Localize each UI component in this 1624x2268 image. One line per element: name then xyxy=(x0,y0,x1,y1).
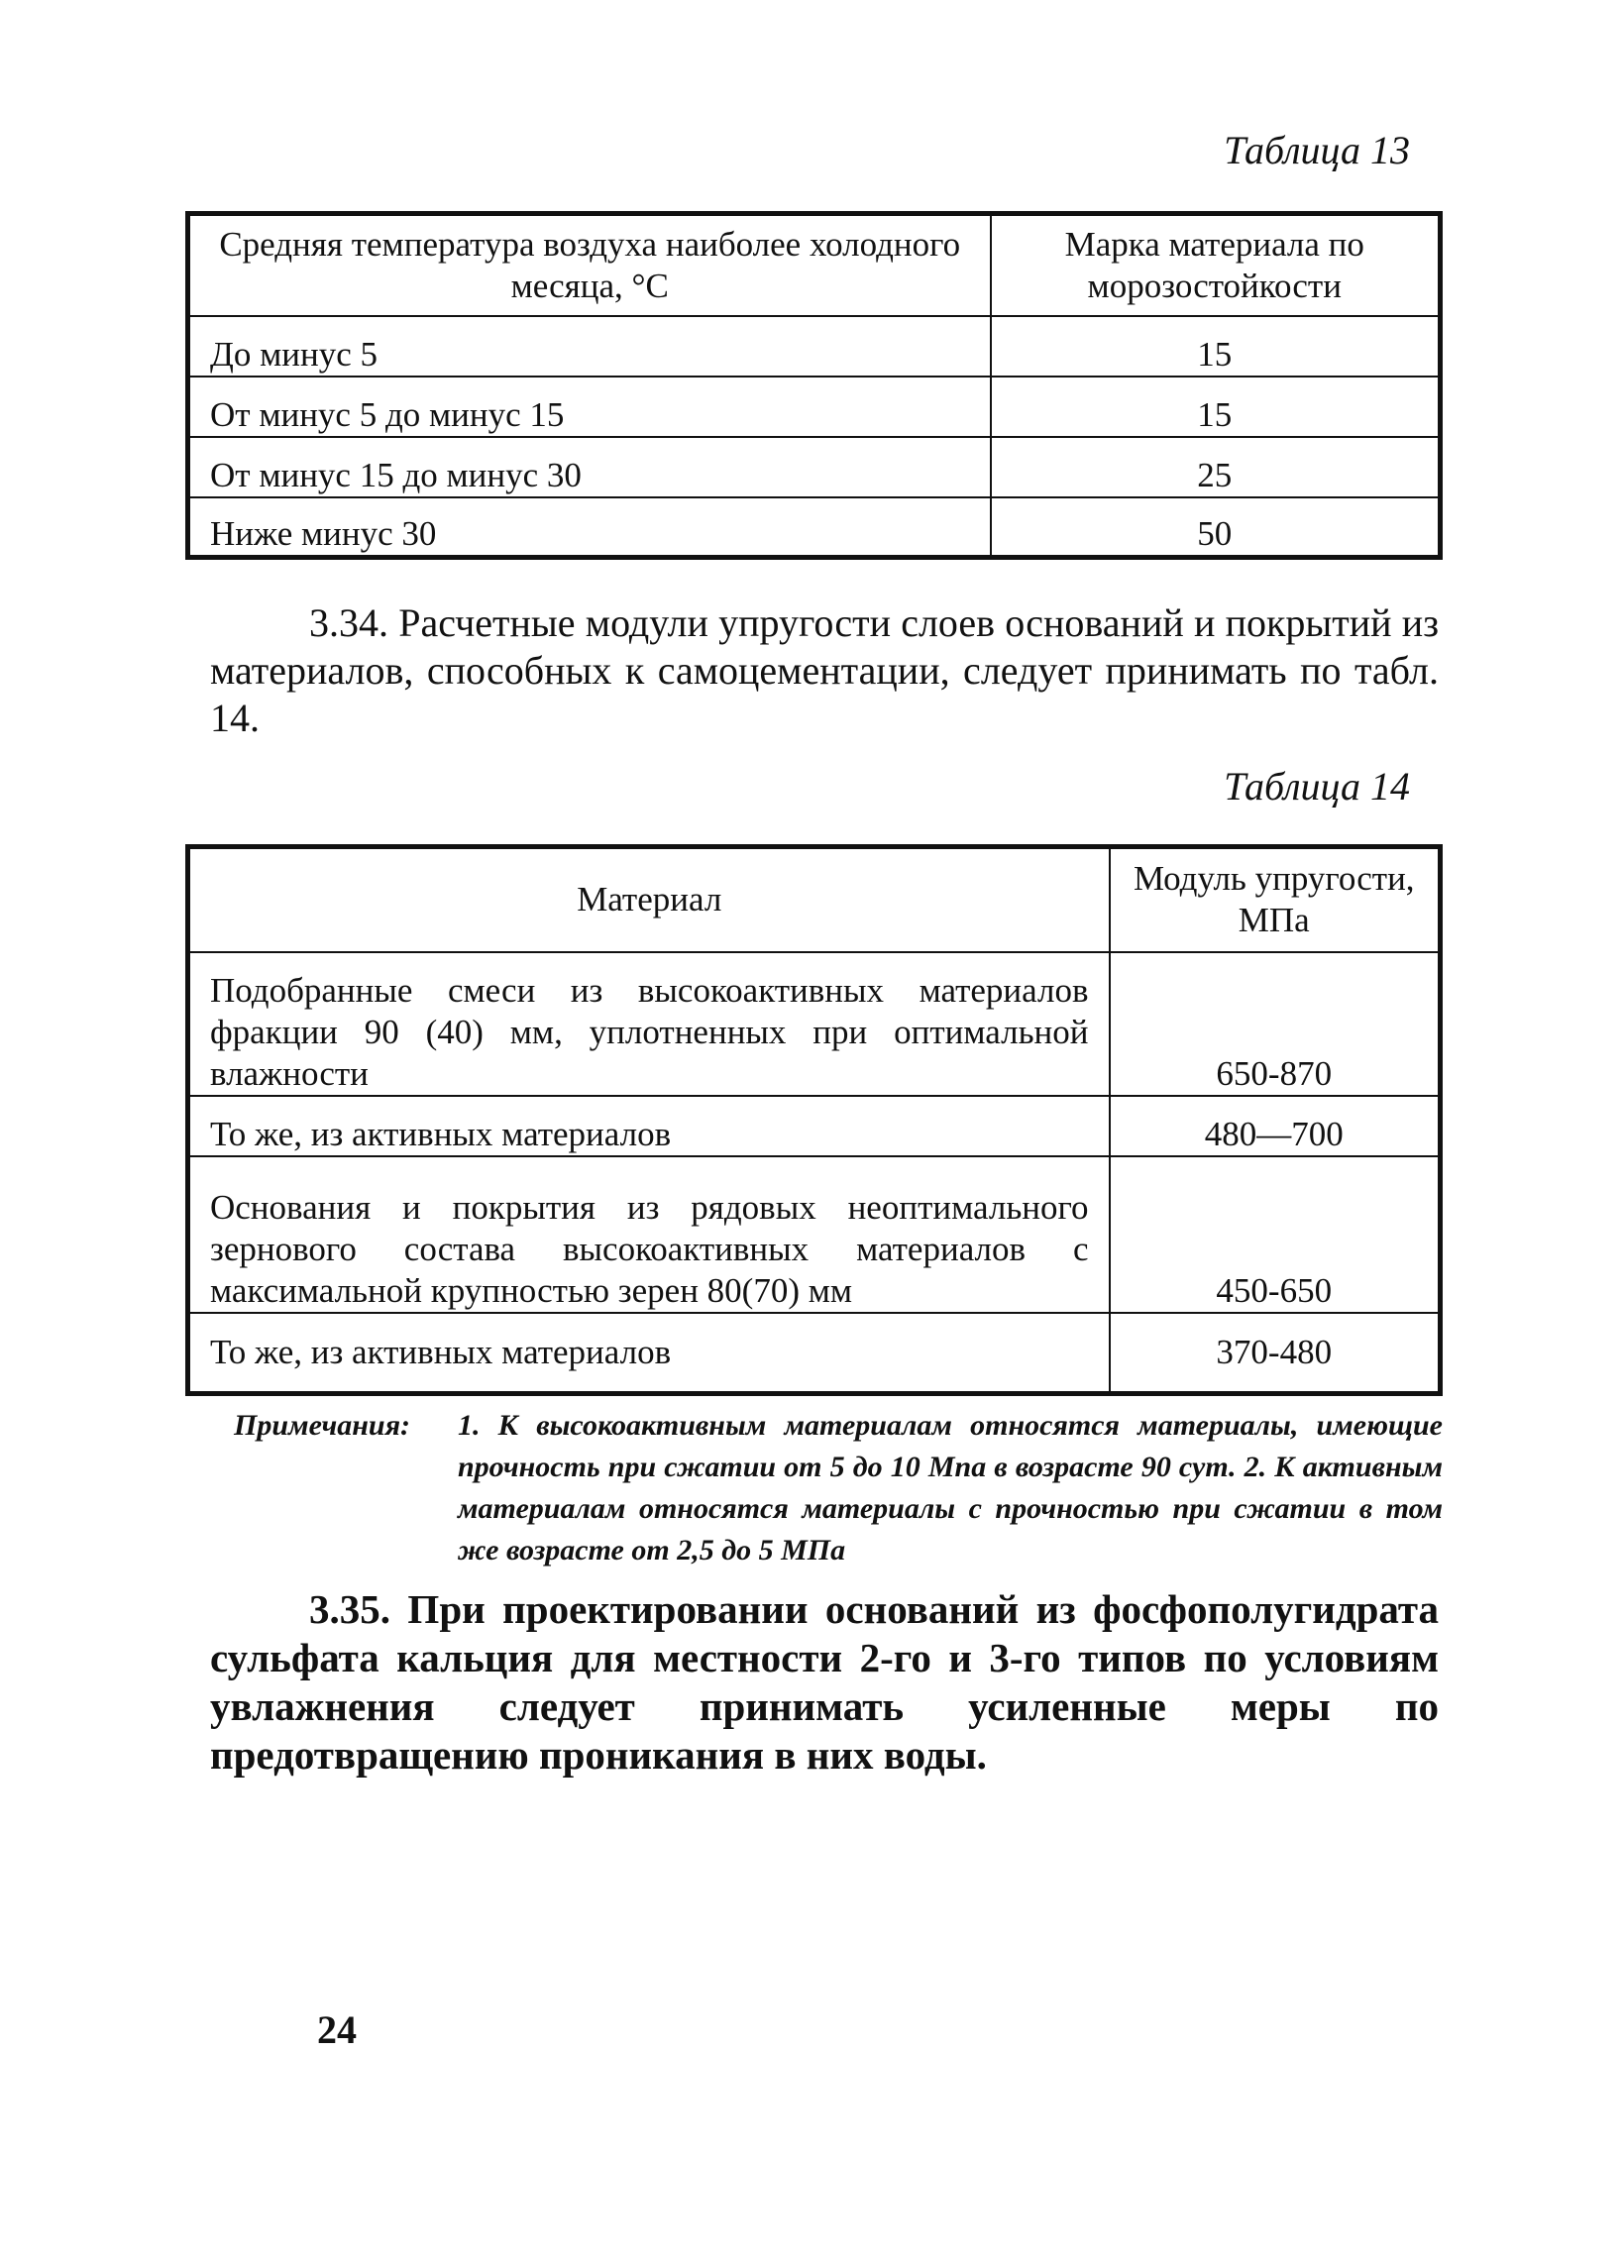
table13-cell-temp: Ниже минус 30 xyxy=(188,497,991,558)
table14-notes xyxy=(234,1405,1443,1571)
table14-caption: Таблица 14 xyxy=(1224,764,1410,809)
table13-cell-grade: 50 xyxy=(991,497,1441,558)
paragraph-3-35 xyxy=(210,1585,1439,1780)
table13-cell-grade: 15 xyxy=(991,316,1441,377)
page-number: 24 xyxy=(317,2007,357,2052)
table14 xyxy=(185,844,1443,1396)
table-row xyxy=(188,437,1441,497)
table13 xyxy=(185,211,1443,560)
table14-cell-modulus: 650-870 xyxy=(1110,952,1441,1096)
table13-cell-grade: 15 xyxy=(991,377,1441,437)
paragraph-3-34 xyxy=(210,599,1439,742)
table14-header-material: Материал xyxy=(188,847,1110,952)
paragraph-3-34-text: 3.34. Расчетные модули упругости слоев оснований и покрытий из материалов, способных к самоцементации, следует принимать по табл. 14. xyxy=(210,600,1439,740)
table13-cell-temp: До минус 5 xyxy=(188,316,991,377)
table13-cell-temp: От минус 15 до минус 30 xyxy=(188,437,991,497)
paragraph-3-35-text: 3.35. При проектировании оснований из фосфополугидрата сульфата кальция для местности 2-го и 3-го типов по условиям увлажнения следует принимать усиленные меры по предотвращению проникания в них воды. xyxy=(210,1586,1439,1778)
table14-header-modulus: Модуль упругости, МПа xyxy=(1110,847,1441,952)
table-row xyxy=(188,377,1441,437)
table14-cell-modulus: 480—700 xyxy=(1110,1096,1441,1156)
table14-header-row xyxy=(188,847,1441,952)
table13-header-temp: Средняя температура воздуха наиболее холодного месяца, °С xyxy=(188,214,991,316)
table13-caption: Таблица 13 xyxy=(1224,128,1410,172)
table-row xyxy=(188,316,1441,377)
table-row xyxy=(188,497,1441,558)
table14-cell-modulus: 370-480 xyxy=(1110,1313,1441,1394)
table-row xyxy=(188,1156,1441,1313)
notes-text: 1. К высокоактивным материалам относятся материалы, имеющие прочность при сжатии от 5 до 10 Мпа в возрасте 90 сут. 2. К активным материалам относятся материалы с прочностью при сжатии в том же возрасте от 2,5 до 5 МПа xyxy=(458,1409,1443,1566)
notes-label: Примечания: xyxy=(234,1409,411,1442)
table13-header-grade: Марка материала по морозостойкости xyxy=(991,214,1441,316)
table14-cell-modulus: 450-650 xyxy=(1110,1156,1441,1313)
table-row xyxy=(188,1096,1441,1156)
table13-header-row xyxy=(188,214,1441,316)
table-row xyxy=(188,952,1441,1096)
table14-cell-material: Подобранные смеси из высокоактивных материалов фракции 90 (40) мм, уплотненных при оптимальной влажности xyxy=(188,952,1110,1096)
table14-cell-material: Основания и покрытия из рядовых неоптимального зернового состава высокоактивных материалов с максимальной крупностью зерен 80(70) мм xyxy=(188,1156,1110,1313)
table13-cell-grade: 25 xyxy=(991,437,1441,497)
table14-cell-material: То же, из активных материалов xyxy=(188,1096,1110,1156)
table13-cell-temp: От минус 5 до минус 15 xyxy=(188,377,991,437)
table14-cell-material: То же, из активных материалов xyxy=(188,1313,1110,1394)
table-row xyxy=(188,1313,1441,1394)
